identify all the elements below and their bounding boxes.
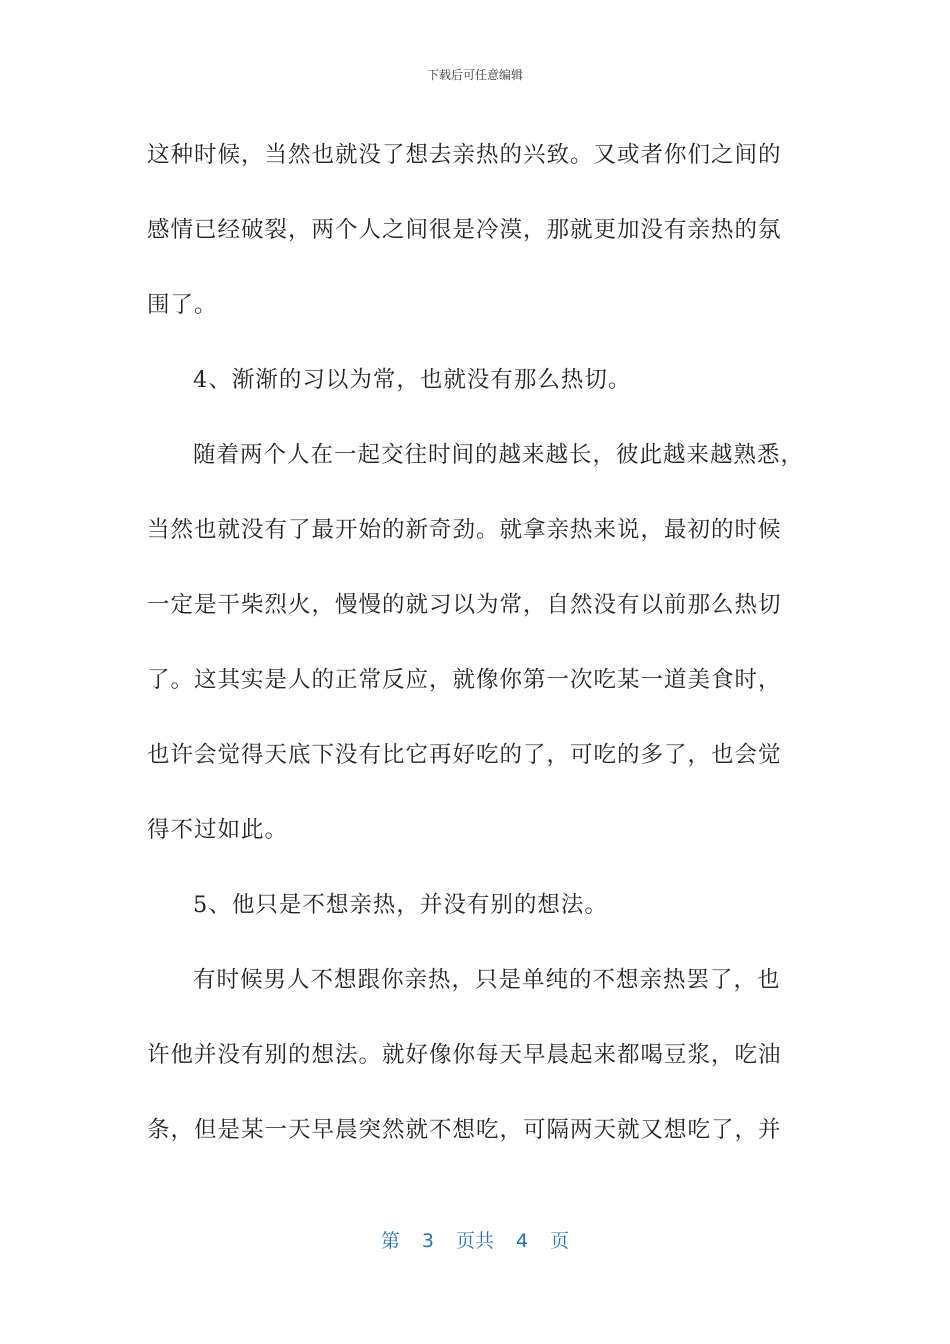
text-line: 也许会觉得天底下没有比它再好吃的了，可吃的多了，也会觉 — [147, 742, 782, 768]
total-pages-number: 4 — [516, 1230, 529, 1252]
text-line: 这种时候，当然也就没了想去亲热的兴致。又或者你们之间的 — [147, 142, 782, 168]
text-line: 感情已经破裂，两个人之间很是冷漠，那就更加没有亲热的氛 — [147, 217, 782, 243]
section-heading: 4、渐渐的习以为常，也就没有那么热切。 — [193, 367, 632, 393]
document-body — [147, 118, 817, 1168]
page-header: 下载后可任意编辑 — [426, 68, 523, 82]
text-line: 有时候男人不想跟你亲热，只是单纯的不想亲热罢了，也 — [193, 967, 781, 993]
text-line: 围了。 — [147, 292, 218, 318]
footer-suffix: 页 — [550, 1230, 570, 1252]
text-line: 许他并没有别的想法。就好像你每天早晨起来都喝豆浆，吃油 — [147, 1042, 782, 1068]
text-line: 随着两个人在一起交往时间的越来越长，彼此越来越熟悉， — [193, 442, 805, 468]
section-heading: 5、他只是不想亲热，并没有别的想法。 — [193, 892, 608, 918]
footer-middle: 页共 — [455, 1230, 494, 1252]
page-footer — [0, 1226, 950, 1253]
text-line: 条，但是某一天早晨突然就不想吃，可隔两天就又想吃了，并 — [147, 1117, 782, 1143]
text-line: 了。这其实是人的正常反应，就像你第一次吃某一道美食时， — [147, 667, 782, 693]
text-line: 当然也就没有了最开始的新奇劲。就拿亲热来说，最初的时候 — [147, 517, 782, 543]
text-line: 一定是干柴烈火，慢慢的就习以为常，自然没有以前那么热切 — [147, 592, 782, 618]
current-page-number: 3 — [421, 1230, 434, 1252]
footer-prefix: 第 — [380, 1230, 400, 1252]
text-line: 得不过如此。 — [147, 817, 289, 843]
